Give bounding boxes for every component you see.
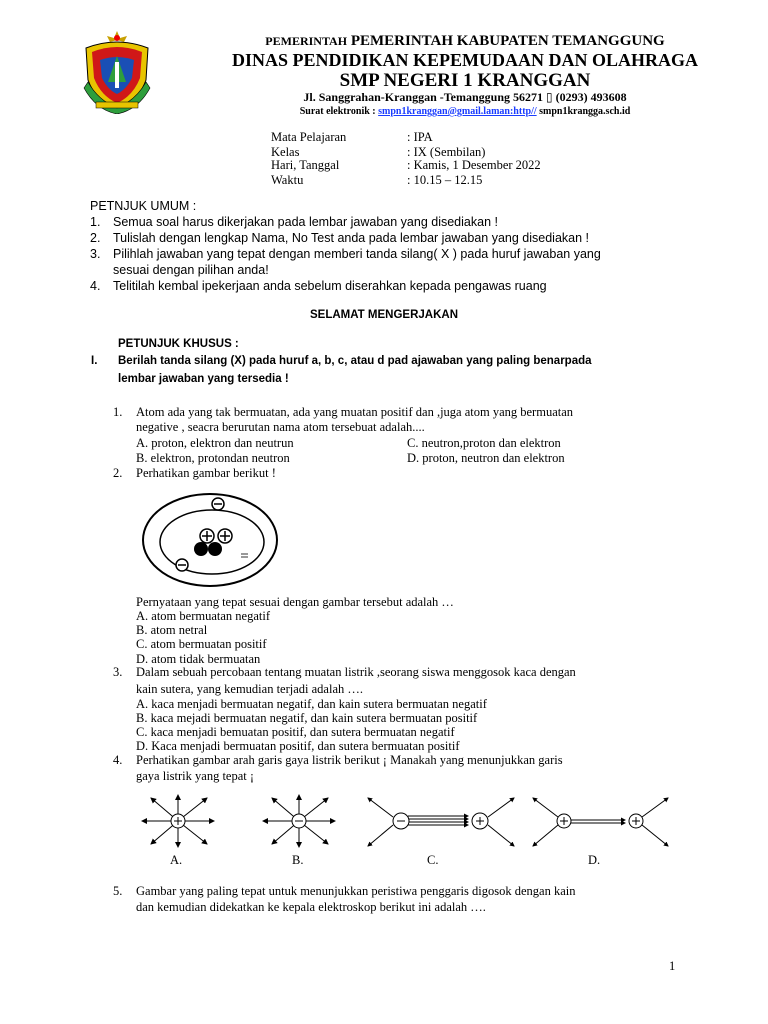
special-instruction-text: Berilah tanda silang (X) pada huruf a, b, c, atau d pad ajawaban yang paling benarpada — [118, 355, 592, 367]
diagram-a — [142, 795, 214, 847]
option-d: D. proton, neutron dan elektron — [407, 451, 565, 465]
government-title: PEMERINTAH KABUPATEN TEMANGGUNG — [350, 33, 665, 49]
website-text: smpn1krangga.sch.id — [539, 106, 631, 117]
proton — [200, 529, 214, 543]
item-number: 3. — [90, 247, 101, 261]
question-5 — [0, 884, 768, 918]
info-value: : IPA — [407, 130, 433, 144]
diagram-c — [368, 798, 514, 846]
greeting: SELAMAT MENGERJAKAN — [309, 309, 458, 321]
option-a: A. kaca menjadi bermuatan negatif, dan kain sutera bermuatan negatif — [136, 697, 487, 711]
diagram-label-c: C. — [427, 853, 439, 867]
item-number: 4. — [90, 279, 101, 293]
general-item — [0, 279, 768, 295]
neutron — [194, 542, 208, 556]
question-2 — [0, 466, 768, 484]
question-4 — [0, 753, 768, 787]
option-b: B. atom netral — [136, 623, 208, 637]
option-d: D. atom tidak bermuatan — [136, 652, 261, 666]
school-address: Jl. Sanggrahan-Kranggan -Temanggung 56271 ▯ (0293) 493608 — [303, 90, 627, 104]
question-number: 1. — [113, 405, 123, 419]
question-text: Perhatikan gambar berikut ! — [136, 466, 276, 480]
item-number: 1. — [90, 215, 101, 229]
item-number: 2. — [90, 231, 101, 245]
item-text: Pilihlah jawaban yang tepat dengan memberi tanda silang( X ) pada huruf jawaban yang — [113, 247, 601, 261]
option-c: C. neutron,proton dan elektron — [407, 436, 561, 450]
email-link[interactable]: smpn1kranggan@gmail.laman:http// — [378, 106, 537, 117]
government-prefix: PEMERINTAH — [265, 34, 348, 48]
general-item — [0, 215, 768, 231]
general-instructions-title: PETNJUK UMUM : — [90, 199, 197, 213]
electron-top — [212, 498, 224, 510]
question-2-options — [0, 595, 768, 667]
question-text: Gambar yang paling tepat untuk menunjukkan peristiwa penggaris digosok dengan kain — [136, 884, 576, 898]
info-label: Kelas — [271, 145, 300, 159]
question-text: Perhatikan gambar arah garis gaya listrik berikut ¡ Manakah yang menunjukkan garis — [136, 753, 563, 767]
option-d: D. Kaca menjadi bermuatan positif, dan sutera bermuatan positif — [136, 739, 460, 753]
question-3 — [0, 665, 768, 755]
item-text: sesuai dengan pilihan anda! — [113, 263, 269, 277]
question-number: 4. — [113, 753, 123, 767]
option-b: B. elektron, protondan neutron — [136, 451, 290, 465]
field-lines-diagram — [130, 790, 690, 852]
question-text: Atom ada yang tak bermuatan, ada yang muatan positif dan ,juga atom yang bermuatan — [136, 405, 574, 419]
government-name — [165, 33, 765, 50]
info-value: : Kamis, 1 Desember 2022 — [407, 158, 541, 172]
general-item — [0, 247, 768, 279]
department-name: DINAS PENDIDIKAN KEPEMUDAAN DAN OLAHRAGA — [231, 50, 698, 70]
question-number: 3. — [113, 665, 123, 679]
special-instructions-title: PETUNJUK KHUSUS : — [118, 338, 239, 350]
school-contact — [165, 106, 765, 117]
diagram-d — [533, 798, 668, 846]
question-number: 2. — [113, 466, 123, 480]
info-label: Mata Pelajaran — [271, 130, 347, 144]
question-1 — [0, 405, 768, 467]
question-text: negative , seacra berurutan nama atom tersebuat adalah.... — [136, 420, 425, 434]
page-number: 1 — [669, 959, 676, 973]
diagram-b — [263, 795, 335, 847]
option-c: C. kaca menjadi bemuatan positif, dan sutera bermuatan negatif — [136, 725, 455, 739]
question-text: Dalam sebuah percobaan tentang muatan listrik ,seorang siswa menggosok kaca dengan — [136, 665, 576, 679]
diagram-label-b: B. — [292, 853, 304, 867]
atom-diagram — [140, 488, 288, 588]
item-text: Tulislah dengan lengkap Nama, No Test anda pada lembar jawaban yang disediakan ! — [113, 231, 590, 245]
email-label: Surat elektronik : — [299, 106, 376, 117]
item-text: Telitilah kembal ipekerjaan anda sebelum diserahkan kepada pengawas ruang — [113, 279, 547, 293]
section-roman-number: I. — [91, 355, 98, 367]
question-text: kain sutera, yang kemudian terjadi adalah …. — [136, 682, 364, 696]
info-label: Hari, Tanggal — [271, 158, 340, 172]
question-text: gaya listrik yang tepat ¡ — [136, 769, 255, 783]
regency-logo — [78, 30, 156, 114]
diagram-label-a: A. — [170, 853, 183, 867]
special-instruction-text: lembar jawaban yang tersedia ! — [118, 373, 289, 385]
option-a: A. atom bermuatan negatif — [136, 609, 270, 623]
school-name: SMP NEGERI 1 KRANGGAN — [339, 70, 591, 91]
info-value: : 10.15 – 12.15 — [407, 173, 483, 187]
diagram-label-d: D. — [588, 853, 601, 867]
question-text: Pernyataan yang tepat sesuai dengan gambar tersebut adalah … — [136, 595, 454, 609]
general-item — [0, 231, 768, 247]
option-b: B. kaca mejadi bermuatan negatif, dan kain sutera bermuatan positif — [136, 711, 478, 725]
option-a: A. proton, elektron dan neutrun — [136, 436, 294, 450]
option-c: C. atom bermuatan positif — [136, 637, 267, 651]
proton — [218, 529, 232, 543]
item-text: Semua soal harus dikerjakan pada lembar jawaban yang disediakan ! — [113, 215, 498, 229]
neutron — [208, 542, 222, 556]
electron-left — [176, 559, 188, 571]
info-value: : IX (Sembilan) — [407, 145, 486, 159]
info-label: Waktu — [271, 173, 304, 187]
question-text: dan kemudian didekatkan ke kepala elektroskop berikut ini adalah …. — [136, 900, 486, 914]
question-number: 5. — [113, 884, 123, 898]
